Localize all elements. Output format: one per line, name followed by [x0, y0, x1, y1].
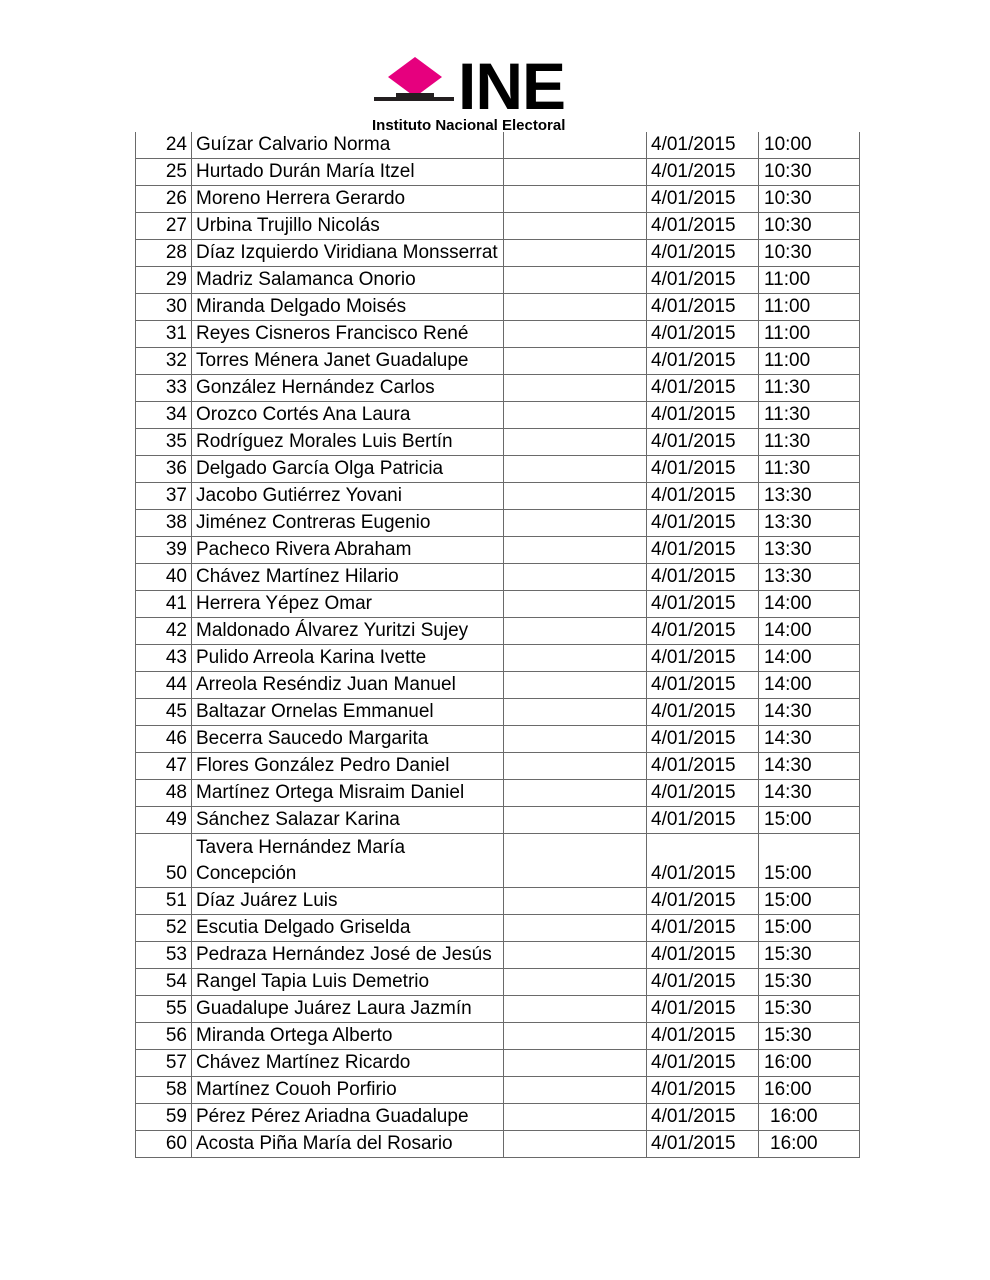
appointment-date: 4/01/2015 — [647, 1104, 759, 1131]
blank-cell — [504, 888, 647, 915]
blank-cell — [504, 564, 647, 591]
participant-name: Flores González Pedro Daniel — [192, 753, 504, 780]
appointment-date: 4/01/2015 — [647, 672, 759, 699]
appointment-time: 15:00 — [759, 834, 860, 888]
appointment-time: 14:30 — [759, 699, 860, 726]
appointment-date: 4/01/2015 — [647, 618, 759, 645]
blank-cell — [504, 1131, 647, 1158]
blank-cell — [504, 915, 647, 942]
appointment-date: 4/01/2015 — [647, 402, 759, 429]
table-row — [136, 456, 860, 483]
participant-name: Díaz Juárez Luis — [192, 888, 504, 915]
appointment-time: 11:00 — [759, 267, 860, 294]
row-number: 51 — [136, 888, 192, 915]
participant-name: Pedraza Hernández José de Jesús — [192, 942, 504, 969]
table-row — [136, 510, 860, 537]
appointment-date: 4/01/2015 — [647, 294, 759, 321]
participant-name: Rodríguez Morales Luis Bertín — [192, 429, 504, 456]
appointment-time: 14:00 — [759, 591, 860, 618]
blank-cell — [504, 483, 647, 510]
participant-name: Martínez Ortega Misraim Daniel — [192, 780, 504, 807]
table-row — [136, 645, 860, 672]
appointment-time: 16:00 — [759, 1131, 860, 1158]
participant-name: Díaz Izquierdo Viridiana Monsserrat — [192, 240, 504, 267]
appointment-date: 4/01/2015 — [647, 942, 759, 969]
appointment-time: 15:00 — [759, 807, 860, 834]
participant-name: Pulido Arreola Karina Ivette — [192, 645, 504, 672]
table-row — [136, 942, 860, 969]
appointment-date: 4/01/2015 — [647, 1131, 759, 1158]
appointment-time: 10:00 — [759, 132, 860, 159]
participant-name: Jiménez Contreras Eugenio — [192, 510, 504, 537]
participant-name — [192, 834, 504, 888]
row-number: 34 — [136, 402, 192, 429]
table-row — [136, 996, 860, 1023]
participant-name: Hurtado Durán María Itzel — [192, 159, 504, 186]
participant-name: Maldonado Álvarez Yuritzi Sujey — [192, 618, 504, 645]
appointment-date: 4/01/2015 — [647, 321, 759, 348]
appointment-date: 4/01/2015 — [647, 834, 759, 888]
row-number: 31 — [136, 321, 192, 348]
appointment-time: 16:00 — [759, 1077, 860, 1104]
table-row — [136, 159, 860, 186]
row-number: 48 — [136, 780, 192, 807]
participant-name: Miranda Ortega Alberto — [192, 1023, 504, 1050]
logo-subtitle: Instituto Nacional Electoral — [372, 117, 566, 134]
participant-name-line2: Concepción — [196, 863, 297, 884]
row-number: 49 — [136, 807, 192, 834]
appointment-date: 4/01/2015 — [647, 132, 759, 159]
table-row — [136, 780, 860, 807]
table-row — [136, 483, 860, 510]
appointment-date: 4/01/2015 — [647, 348, 759, 375]
participant-name: Chávez Martínez Ricardo — [192, 1050, 504, 1077]
appointment-date: 4/01/2015 — [647, 240, 759, 267]
row-number: 58 — [136, 1077, 192, 1104]
appointment-time: 11:00 — [759, 321, 860, 348]
table-row — [136, 726, 860, 753]
appointment-date: 4/01/2015 — [647, 591, 759, 618]
appointment-time: 15:00 — [759, 888, 860, 915]
appointment-time: 15:30 — [759, 969, 860, 996]
appointment-time: 11:30 — [759, 375, 860, 402]
blank-cell — [504, 402, 647, 429]
appointment-time: 13:30 — [759, 483, 860, 510]
appointment-date: 4/01/2015 — [647, 753, 759, 780]
appointment-date: 4/01/2015 — [647, 510, 759, 537]
participant-name: Rangel Tapia Luis Demetrio — [192, 969, 504, 996]
table-row — [136, 213, 860, 240]
table-row — [136, 429, 860, 456]
row-number: 39 — [136, 537, 192, 564]
table-row — [136, 267, 860, 294]
blank-cell — [504, 348, 647, 375]
appointment-time: 13:30 — [759, 564, 860, 591]
table-row — [136, 321, 860, 348]
row-number: 43 — [136, 645, 192, 672]
row-number: 26 — [136, 186, 192, 213]
participant-name: Sánchez Salazar Karina — [192, 807, 504, 834]
appointment-date: 4/01/2015 — [647, 807, 759, 834]
table-row — [136, 834, 860, 888]
row-number: 37 — [136, 483, 192, 510]
participant-name: Guadalupe Juárez Laura Jazmín — [192, 996, 504, 1023]
table-row — [136, 564, 860, 591]
appointment-date: 4/01/2015 — [647, 456, 759, 483]
blank-cell — [504, 1104, 647, 1131]
appointment-time: 14:30 — [759, 780, 860, 807]
table-row — [136, 969, 860, 996]
row-number: 60 — [136, 1131, 192, 1158]
appointment-date: 4/01/2015 — [647, 1023, 759, 1050]
participant-name: Madriz Salamanca Onorio — [192, 267, 504, 294]
appointment-time: 16:00 — [759, 1104, 860, 1131]
blank-cell — [504, 645, 647, 672]
table-row — [136, 753, 860, 780]
participant-name: Miranda Delgado Moisés — [192, 294, 504, 321]
row-number: 32 — [136, 348, 192, 375]
blank-cell — [504, 753, 647, 780]
participant-name: Acosta Piña María del Rosario — [192, 1131, 504, 1158]
appointment-date: 4/01/2015 — [647, 780, 759, 807]
appointment-date: 4/01/2015 — [647, 159, 759, 186]
participant-name-line1: Tavera Hernández María — [196, 837, 406, 858]
blank-cell — [504, 807, 647, 834]
appointment-time: 10:30 — [759, 213, 860, 240]
blank-cell — [504, 132, 647, 159]
blank-cell — [504, 510, 647, 537]
table-row — [136, 375, 860, 402]
blank-cell — [504, 834, 647, 888]
blank-cell — [504, 375, 647, 402]
table-row — [136, 537, 860, 564]
blank-cell — [504, 1077, 647, 1104]
table-row — [136, 132, 860, 159]
appointment-time: 14:30 — [759, 753, 860, 780]
appointment-date: 4/01/2015 — [647, 537, 759, 564]
table-row — [136, 240, 860, 267]
row-number: 28 — [136, 240, 192, 267]
row-number: 29 — [136, 267, 192, 294]
row-number: 27 — [136, 213, 192, 240]
blank-cell — [504, 1050, 647, 1077]
appointment-date: 4/01/2015 — [647, 996, 759, 1023]
appointment-date: 4/01/2015 — [647, 375, 759, 402]
appointment-time: 13:30 — [759, 510, 860, 537]
appointment-date: 4/01/2015 — [647, 888, 759, 915]
participant-name: Reyes Cisneros Francisco René — [192, 321, 504, 348]
blank-cell — [504, 321, 647, 348]
blank-cell — [504, 780, 647, 807]
appointment-date: 4/01/2015 — [647, 969, 759, 996]
row-number: 25 — [136, 159, 192, 186]
blank-cell — [504, 267, 647, 294]
row-number: 55 — [136, 996, 192, 1023]
blank-cell — [504, 996, 647, 1023]
table-row — [136, 1077, 860, 1104]
blank-cell — [504, 672, 647, 699]
table-row — [136, 591, 860, 618]
table-row — [136, 888, 860, 915]
appointment-time: 14:00 — [759, 618, 860, 645]
appointment-date: 4/01/2015 — [647, 267, 759, 294]
participant-name: Arreola Reséndiz Juan Manuel — [192, 672, 504, 699]
table-row — [136, 186, 860, 213]
appointment-date: 4/01/2015 — [647, 645, 759, 672]
participant-name: Urbina Trujillo Nicolás — [192, 213, 504, 240]
ballot-box-icon — [370, 55, 460, 115]
appointment-time: 11:00 — [759, 294, 860, 321]
participant-name: Herrera Yépez Omar — [192, 591, 504, 618]
schedule-table — [135, 132, 860, 1158]
participant-name: Orozco Cortés Ana Laura — [192, 402, 504, 429]
table-row — [136, 672, 860, 699]
row-number: 24 — [136, 132, 192, 159]
blank-cell — [504, 186, 647, 213]
appointment-date: 4/01/2015 — [647, 699, 759, 726]
blank-cell — [504, 618, 647, 645]
participant-name: González Hernández Carlos — [192, 375, 504, 402]
row-number: 56 — [136, 1023, 192, 1050]
table-row — [136, 348, 860, 375]
appointment-time: 14:00 — [759, 672, 860, 699]
row-number: 33 — [136, 375, 192, 402]
blank-cell — [504, 726, 647, 753]
table-row — [136, 1023, 860, 1050]
participant-name: Guízar Calvario Norma — [192, 132, 504, 159]
participant-name: Torres Ménera Janet Guadalupe — [192, 348, 504, 375]
blank-cell — [504, 213, 647, 240]
row-number: 38 — [136, 510, 192, 537]
table-row — [136, 699, 860, 726]
row-number: 47 — [136, 753, 192, 780]
appointment-time: 15:00 — [759, 915, 860, 942]
logo-text: INE — [458, 49, 566, 123]
appointment-date: 4/01/2015 — [647, 186, 759, 213]
table-row — [136, 807, 860, 834]
row-number: 36 — [136, 456, 192, 483]
appointment-date: 4/01/2015 — [647, 564, 759, 591]
row-number: 44 — [136, 672, 192, 699]
table-row — [136, 1131, 860, 1158]
appointment-date: 4/01/2015 — [647, 1077, 759, 1104]
participant-name: Chávez Martínez Hilario — [192, 564, 504, 591]
blank-cell — [504, 429, 647, 456]
blank-cell — [504, 1023, 647, 1050]
participant-name: Martínez Couoh Porfirio — [192, 1077, 504, 1104]
appointment-time: 14:30 — [759, 726, 860, 753]
appointment-time: 14:00 — [759, 645, 860, 672]
appointment-date: 4/01/2015 — [647, 726, 759, 753]
ine-logo — [370, 49, 622, 135]
row-number: 30 — [136, 294, 192, 321]
participant-name: Delgado García Olga Patricia — [192, 456, 504, 483]
row-number: 46 — [136, 726, 192, 753]
blank-cell — [504, 591, 647, 618]
appointment-time: 13:30 — [759, 537, 860, 564]
table-row — [136, 915, 860, 942]
table-row — [136, 402, 860, 429]
blank-cell — [504, 942, 647, 969]
appointment-time: 15:30 — [759, 996, 860, 1023]
participant-name: Jacobo Gutiérrez Yovani — [192, 483, 504, 510]
appointment-time: 11:30 — [759, 456, 860, 483]
appointment-date: 4/01/2015 — [647, 429, 759, 456]
participant-name: Baltazar Ornelas Emmanuel — [192, 699, 504, 726]
participant-name: Becerra Saucedo Margarita — [192, 726, 504, 753]
blank-cell — [504, 159, 647, 186]
blank-cell — [504, 294, 647, 321]
row-number: 54 — [136, 969, 192, 996]
row-number: 42 — [136, 618, 192, 645]
participant-name: Pérez Pérez Ariadna Guadalupe — [192, 1104, 504, 1131]
blank-cell — [504, 537, 647, 564]
table-row — [136, 1050, 860, 1077]
blank-cell — [504, 240, 647, 267]
appointment-date: 4/01/2015 — [647, 213, 759, 240]
row-number: 35 — [136, 429, 192, 456]
appointment-time: 10:30 — [759, 159, 860, 186]
appointment-date: 4/01/2015 — [647, 1050, 759, 1077]
appointment-date: 4/01/2015 — [647, 915, 759, 942]
appointment-time: 16:00 — [759, 1050, 860, 1077]
row-number: 50 — [136, 834, 192, 888]
appointment-time: 10:30 — [759, 186, 860, 213]
table-row — [136, 294, 860, 321]
row-number: 40 — [136, 564, 192, 591]
blank-cell — [504, 456, 647, 483]
participant-name: Escutia Delgado Griselda — [192, 915, 504, 942]
participant-name: Pacheco Rivera Abraham — [192, 537, 504, 564]
row-number: 57 — [136, 1050, 192, 1077]
appointment-date: 4/01/2015 — [647, 483, 759, 510]
row-number: 41 — [136, 591, 192, 618]
appointment-time: 11:00 — [759, 348, 860, 375]
row-number: 53 — [136, 942, 192, 969]
row-number: 52 — [136, 915, 192, 942]
blank-cell — [504, 699, 647, 726]
row-number: 45 — [136, 699, 192, 726]
table-row — [136, 1104, 860, 1131]
appointment-time: 11:30 — [759, 402, 860, 429]
table-row — [136, 618, 860, 645]
appointment-time: 11:30 — [759, 429, 860, 456]
participant-name: Moreno Herrera Gerardo — [192, 186, 504, 213]
appointment-time: 15:30 — [759, 942, 860, 969]
appointment-time: 10:30 — [759, 240, 860, 267]
row-number: 59 — [136, 1104, 192, 1131]
appointment-time: 15:30 — [759, 1023, 860, 1050]
blank-cell — [504, 969, 647, 996]
